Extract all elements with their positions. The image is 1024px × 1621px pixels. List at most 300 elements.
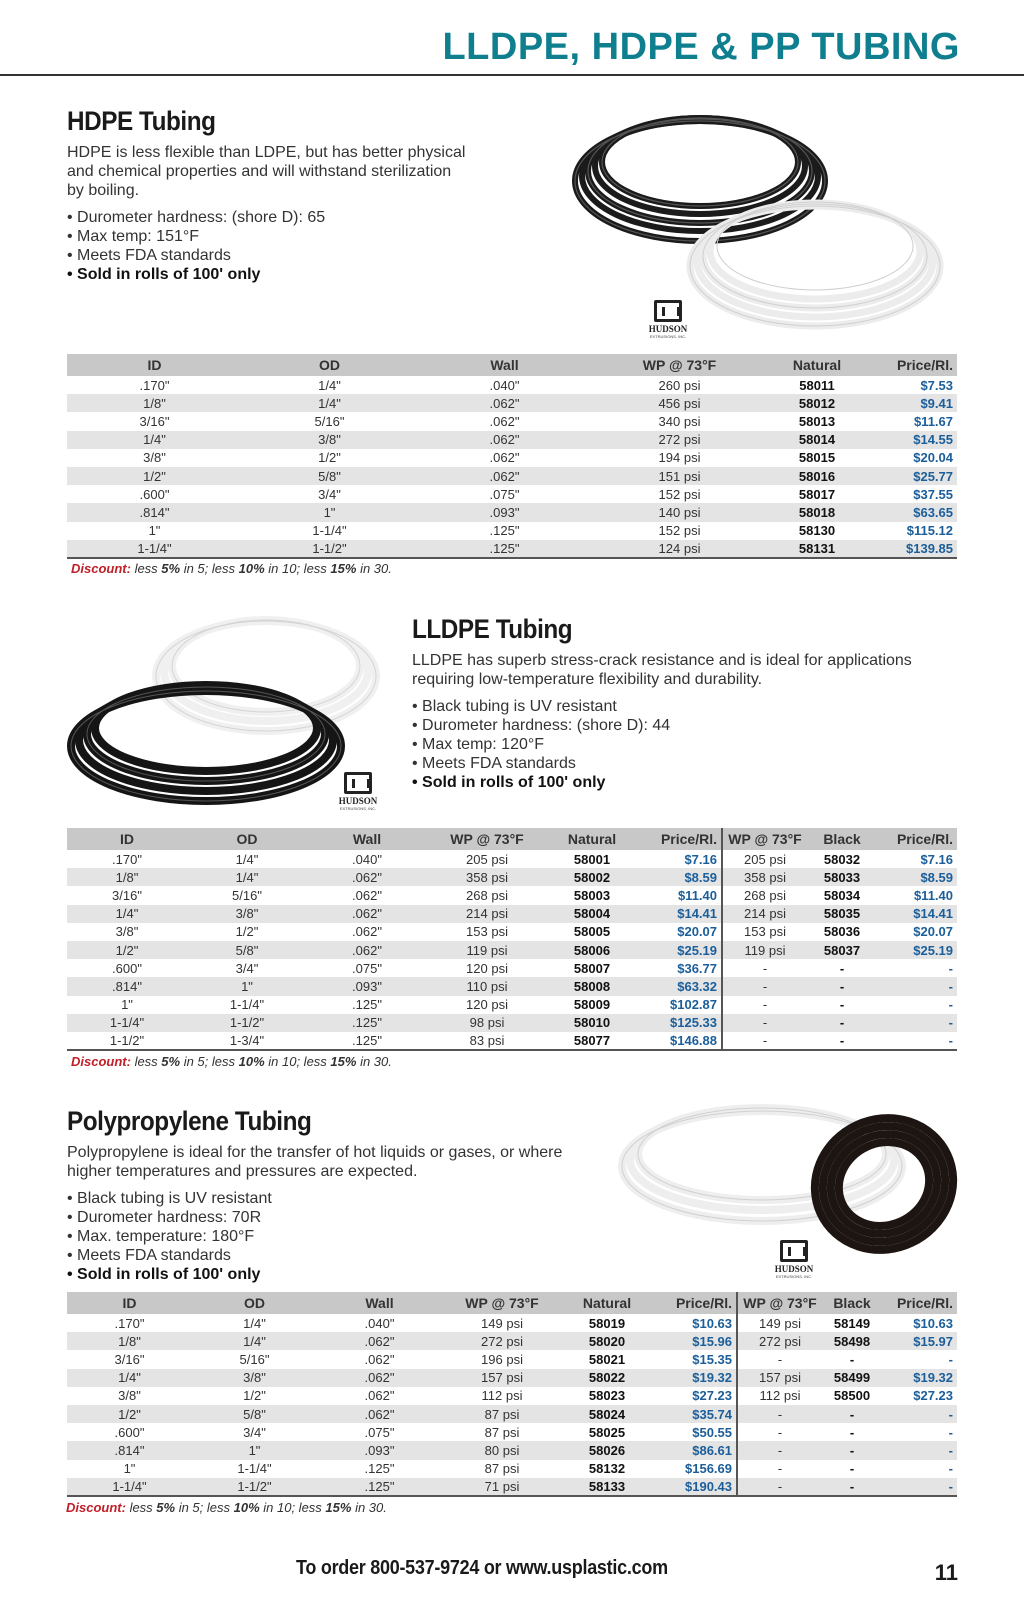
table-cell: $115.12: [906, 523, 953, 539]
table-cell: $156.69: [685, 1461, 732, 1477]
column-header: Natural: [562, 1292, 652, 1314]
logo-sub: EXTRUSIONS, INC.: [649, 334, 687, 339]
table-cell: 58019: [588, 1315, 626, 1331]
table-cell: 98 psi: [427, 1014, 547, 1032]
table-cell: 1": [192, 1441, 317, 1459]
table-row: [67, 1332, 957, 1350]
table-cell: 58004: [547, 905, 637, 923]
table-row: [67, 1478, 957, 1496]
table-cell: $146.88: [637, 1032, 722, 1050]
order-info: To order 800-537-9724 or www.usplastic.com: [296, 1557, 668, 1579]
table-cell: -: [737, 1350, 822, 1368]
table-cell: .062": [317, 1369, 442, 1387]
logo-sub: EXTRUSIONS, INC.: [339, 806, 377, 811]
hudson-logo: [330, 772, 386, 812]
table-cell: 110 psi: [427, 977, 547, 995]
table-cell: $7.16: [920, 851, 953, 867]
table-header-row: [67, 354, 957, 376]
table-cell: 140 psi: [592, 503, 767, 521]
discount-percent: 5%: [161, 1054, 181, 1069]
table-cell: 3/8": [242, 431, 417, 449]
table-cell: .062": [352, 924, 382, 940]
table-cell: 58132: [588, 1461, 626, 1477]
column-header: WP @ 73°F: [737, 1292, 822, 1314]
table-cell: -: [722, 1032, 807, 1050]
table-cell: $10.63: [692, 1315, 732, 1331]
table-cell: -: [722, 1014, 807, 1032]
table-cell: 58037: [807, 941, 877, 959]
table-cell: 1/4": [67, 905, 187, 923]
table-cell: 58001: [573, 851, 611, 867]
table-cell: $37.55: [913, 486, 953, 502]
table-row: [67, 394, 957, 412]
table-cell: .062": [317, 1405, 442, 1423]
table-cell: .040": [352, 851, 382, 867]
table-cell: $20.07: [913, 924, 953, 940]
hdpe-discount: [71, 561, 392, 576]
table-cell: 157 psi: [442, 1369, 562, 1387]
table-cell: 5/16": [232, 887, 262, 903]
table-cell: .040": [364, 1315, 395, 1331]
table-cell: 268 psi: [722, 886, 807, 904]
table-cell: 119 psi: [427, 941, 547, 959]
table-cell: 5/8": [187, 941, 307, 959]
hdpe-table: [67, 354, 957, 559]
pp-bullet: • Max. temperature: 180°F: [67, 1227, 587, 1246]
table-cell: 260 psi: [658, 377, 701, 393]
table-cell: -: [839, 997, 845, 1013]
table-cell: 80 psi: [442, 1441, 562, 1459]
column-header: Price/Rl.: [652, 1292, 737, 1314]
table-cell: 1-1/2": [242, 540, 417, 558]
table-cell: 58130: [798, 523, 836, 539]
table-cell: 71 psi: [442, 1478, 562, 1496]
table-cell: 119 psi: [722, 941, 807, 959]
table-cell: 151 psi: [592, 467, 767, 485]
table-cell: -: [737, 1423, 822, 1441]
table-cell: -: [822, 1441, 882, 1459]
table-cell: 3/8": [192, 1369, 317, 1387]
discount-percent: 15%: [325, 1500, 352, 1515]
table-cell: $25.19: [637, 941, 722, 959]
table-cell: -: [737, 1478, 822, 1496]
discount-text: in 10; less: [264, 561, 331, 576]
table-cell: 112 psi: [737, 1387, 822, 1405]
table-cell: $11.40: [913, 887, 953, 903]
hdpe-title: HDPE Tubing: [67, 106, 216, 136]
table-row: [67, 996, 957, 1014]
logo-name: HUDSON: [648, 324, 688, 334]
hudson-mark-icon: [344, 772, 372, 794]
table-row: [67, 923, 957, 941]
pp-title: Polypropylene Tubing: [67, 1106, 312, 1136]
table-cell: -: [839, 960, 845, 976]
table-cell: 58015: [798, 450, 836, 466]
table-cell: 58025: [588, 1424, 626, 1440]
discount-percent: 10%: [238, 1054, 265, 1069]
table-cell: 1-1/4": [237, 1461, 272, 1477]
table-cell: 58032: [823, 851, 861, 867]
table-cell: $63.65: [867, 503, 957, 521]
pp-bullet: • Meets FDA standards: [67, 1246, 587, 1265]
column-header: ID: [67, 354, 242, 376]
table-cell: 58012: [767, 394, 867, 412]
table-cell: .170": [114, 1315, 145, 1331]
table-cell: -: [849, 1461, 855, 1477]
table-cell: $25.19: [877, 941, 957, 959]
discount-percent: 5%: [161, 561, 181, 576]
column-header: Price/Rl.: [637, 828, 722, 850]
table-cell: 268 psi: [466, 887, 508, 903]
table-cell: .062": [364, 1351, 395, 1367]
pp-discount: [66, 1500, 387, 1515]
page-header: [0, 0, 1024, 76]
table-row: [67, 412, 957, 430]
table-cell: 3/8": [187, 905, 307, 923]
table-cell: $63.32: [637, 977, 722, 995]
table-cell: 1": [187, 977, 307, 995]
table-cell: 120 psi: [466, 997, 508, 1013]
table-cell: -: [877, 1032, 957, 1050]
table-cell: 272 psi: [737, 1332, 822, 1350]
table-cell: 340 psi: [658, 413, 701, 429]
column-header: Price/Rl.: [882, 1292, 957, 1314]
table-cell: 58024: [562, 1405, 652, 1423]
table-cell: $15.35: [692, 1351, 732, 1367]
logo-name: HUDSON: [338, 796, 378, 806]
table-cell: .062": [307, 941, 427, 959]
table-cell: $8.59: [877, 868, 957, 886]
table-cell: $14.55: [867, 431, 957, 449]
discount-text: in 5; less: [175, 1500, 234, 1515]
table-cell: -: [948, 960, 953, 976]
table-cell: 58149: [833, 1315, 871, 1331]
table-cell: 1/2": [67, 467, 242, 485]
lldpe-bullets: [412, 697, 972, 792]
table-cell: 5/8": [242, 467, 417, 485]
pp-description: Polypropylene is ideal for the transfer of hot liquids or gases, or where higher temperatures and pressures are expected.: [67, 1144, 563, 1180]
table-cell: 87 psi: [484, 1461, 520, 1477]
table-cell: 205 psi: [466, 851, 508, 867]
table-cell: 1-1/4": [229, 997, 265, 1013]
pp-bullet: • Black tubing is UV resistant: [67, 1189, 587, 1208]
hdpe-description: HDPE is less flexible than LDPE, but has better physical and chemical properties and will withstand sterilization by boiling.: [67, 144, 466, 199]
table-cell: -: [807, 977, 877, 995]
hdpe-section: [67, 106, 467, 284]
table-cell: .062": [307, 868, 427, 886]
table-cell: 87 psi: [484, 1424, 520, 1440]
table-row: [67, 868, 957, 886]
lldpe-bullet: • Black tubing is UV resistant: [412, 697, 972, 716]
table-cell: .093": [317, 1441, 442, 1459]
lldpe-bullet: • Sold in rolls of 100' only: [412, 773, 972, 792]
table-cell: -: [948, 1461, 953, 1477]
table-cell: -: [948, 1424, 953, 1440]
table-cell: 157 psi: [737, 1369, 822, 1387]
table-cell: 5/16": [314, 413, 345, 429]
table-cell: .600": [139, 486, 170, 502]
table-cell: 1-1/4": [67, 1478, 192, 1496]
table-cell: -: [849, 1351, 855, 1367]
hdpe-bullet: • Sold in rolls of 100' only: [67, 265, 467, 284]
table-cell: 1-1/4": [312, 523, 347, 539]
table-cell: 1/4": [235, 851, 259, 867]
table-cell: 272 psi: [442, 1332, 562, 1350]
hdpe-bullet: • Max temp: 151°F: [67, 227, 467, 246]
table-cell: -: [722, 977, 807, 995]
table-row: [67, 1350, 957, 1368]
table-cell: 58133: [562, 1478, 652, 1496]
page-title: LLDPE, HDPE & PP TUBING: [442, 26, 960, 68]
table-cell: $7.16: [684, 851, 717, 867]
table-cell: 1": [148, 523, 161, 539]
table-cell: $27.23: [692, 1388, 732, 1404]
pp-bullet: • Sold in rolls of 100' only: [67, 1265, 587, 1284]
table-cell: 58009: [573, 997, 611, 1013]
table-cell: -: [807, 1014, 877, 1032]
discount-text: in 10; less: [264, 1054, 331, 1069]
hudson-mark-icon: [780, 1240, 808, 1262]
column-header: OD: [242, 354, 417, 376]
table-cell: 58036: [823, 924, 861, 940]
table-cell: -: [882, 1478, 957, 1496]
table-cell: $27.23: [913, 1388, 953, 1404]
table-cell: 152 psi: [658, 523, 701, 539]
discount-label: Discount:: [66, 1500, 126, 1515]
table-cell: 1": [242, 503, 417, 521]
table-cell: -: [877, 1014, 957, 1032]
table-cell: 1/8": [67, 394, 242, 412]
table-cell: 58005: [573, 924, 611, 940]
table-cell: 58002: [547, 868, 637, 886]
table-cell: 205 psi: [722, 850, 807, 868]
table-row: [67, 959, 957, 977]
table-cell: .062": [489, 413, 520, 429]
table-row: [67, 1423, 957, 1441]
lldpe-section: [412, 614, 972, 792]
column-header: ID: [67, 828, 187, 850]
table-cell: 214 psi: [722, 905, 807, 923]
table-cell: 5/16": [239, 1351, 270, 1367]
table-cell: $102.87: [670, 997, 717, 1013]
table-cell: 1/2": [243, 1388, 266, 1404]
discount-text: less: [125, 1500, 157, 1515]
table-row: [67, 449, 957, 467]
table-cell: 272 psi: [592, 431, 767, 449]
table-cell: 58020: [562, 1332, 652, 1350]
table-cell: $19.32: [652, 1369, 737, 1387]
table-cell: -: [722, 959, 807, 977]
table-cell: 1-1/4": [67, 540, 242, 558]
table-cell: 58131: [767, 540, 867, 558]
table-cell: .075": [489, 486, 520, 502]
table-cell: 1/2": [235, 924, 259, 940]
table-cell: $190.43: [652, 1478, 737, 1496]
logo-sub: EXTRUSIONS, INC.: [775, 1274, 813, 1279]
table-cell: .125": [417, 540, 592, 558]
table-cell: 1-1/4": [67, 1014, 187, 1032]
table-cell: -: [882, 1405, 957, 1423]
column-header: ID: [67, 1292, 192, 1314]
discount-text: in 30.: [351, 1500, 387, 1515]
table-cell: .093": [307, 977, 427, 995]
table-cell: 149 psi: [481, 1315, 523, 1331]
table-cell: .814": [67, 503, 242, 521]
column-header: Black: [807, 828, 877, 850]
discount-text: in 30.: [356, 561, 392, 576]
table-row: [67, 1441, 957, 1459]
table-header-row: [67, 1292, 957, 1314]
column-header: Wall: [417, 354, 592, 376]
column-header: OD: [192, 1292, 317, 1314]
table-cell: .600": [114, 1424, 145, 1440]
table-cell: $25.77: [867, 467, 957, 485]
table-cell: 58008: [547, 977, 637, 995]
table-cell: -: [882, 1441, 957, 1459]
hdpe-bullet: • Meets FDA standards: [67, 246, 467, 265]
table-cell: 58077: [547, 1032, 637, 1050]
table-cell: .062": [489, 450, 520, 466]
table-cell: -: [822, 1405, 882, 1423]
table-cell: 358 psi: [722, 868, 807, 886]
table-cell: 194 psi: [658, 450, 701, 466]
table-cell: 58018: [767, 503, 867, 521]
table-cell: 58499: [822, 1369, 882, 1387]
table-cell: 120 psi: [466, 960, 508, 976]
table-row: [67, 1460, 957, 1478]
table-row: [67, 376, 957, 394]
table-cell: 1/2": [67, 1405, 192, 1423]
column-header: Price/Rl.: [867, 354, 957, 376]
table-cell: 83 psi: [427, 1032, 547, 1050]
table-cell: $50.55: [692, 1424, 732, 1440]
discount-percent: 5%: [156, 1500, 176, 1515]
table-row: [67, 1014, 957, 1032]
pp-bullet: • Durometer hardness: 70R: [67, 1208, 587, 1227]
table-cell: 58022: [562, 1369, 652, 1387]
table-cell: 152 psi: [658, 486, 701, 502]
table-cell: -: [822, 1478, 882, 1496]
table-cell: 1": [123, 1461, 136, 1477]
discount-label: Discount:: [71, 1054, 131, 1069]
table-row: [67, 540, 957, 558]
hudson-mark-icon: [654, 300, 682, 322]
table-cell: 1-3/4": [187, 1032, 307, 1050]
table-cell: .062": [317, 1332, 442, 1350]
table-cell: 58035: [807, 905, 877, 923]
table-cell: 1/4": [187, 868, 307, 886]
column-header: WP @ 73°F: [592, 354, 767, 376]
table-cell: -: [948, 997, 953, 1013]
table-cell: 58010: [547, 1014, 637, 1032]
table-cell: 58014: [767, 431, 867, 449]
table-row: [67, 503, 957, 521]
column-header: Wall: [307, 828, 427, 850]
table-cell: 153 psi: [466, 924, 508, 940]
table-cell: 358 psi: [427, 868, 547, 886]
table-row: [67, 522, 957, 540]
table-cell: 153 psi: [722, 923, 807, 941]
table-cell: $8.59: [637, 868, 722, 886]
column-header: WP @ 73°F: [427, 828, 547, 850]
table-header-row: [67, 828, 957, 850]
table-cell: 3/8": [143, 450, 166, 466]
table-cell: 1-1/2": [192, 1478, 317, 1496]
table-cell: 3/4": [235, 960, 259, 976]
table-cell: $20.07: [677, 924, 717, 940]
table-cell: 1-1/2": [187, 1014, 307, 1032]
table-cell: $86.61: [652, 1441, 737, 1459]
pp-section: [67, 1106, 587, 1284]
discount-text: in 10; less: [259, 1500, 326, 1515]
table-cell: .062": [352, 887, 382, 903]
table-cell: 58013: [798, 413, 836, 429]
logo-name: HUDSON: [774, 1264, 814, 1274]
table-cell: 58034: [823, 887, 861, 903]
table-row: [67, 467, 957, 485]
table-cell: 3/16": [139, 413, 170, 429]
table-cell: 1/4": [318, 377, 341, 393]
table-cell: $20.04: [913, 450, 953, 466]
table-cell: $15.97: [882, 1332, 957, 1350]
table-cell: 1/4": [67, 1369, 192, 1387]
hdpe-bullet: • Durometer hardness: (shore D): 65: [67, 208, 467, 227]
table-cell: 1/8": [67, 868, 187, 886]
column-header: Wall: [317, 1292, 442, 1314]
table-cell: 58007: [573, 960, 611, 976]
table-row: [67, 431, 957, 449]
table-cell: $7.53: [920, 377, 953, 393]
table-cell: .062": [364, 1388, 395, 1404]
table-cell: .170": [112, 851, 142, 867]
table-row: [67, 485, 957, 503]
table-cell: $11.40: [677, 887, 717, 903]
table-cell: -: [722, 996, 807, 1014]
table-cell: 1/4": [243, 1315, 266, 1331]
column-header: Natural: [547, 828, 637, 850]
table-cell: -: [948, 1351, 953, 1367]
table-cell: 58011: [799, 377, 835, 393]
table-cell: $36.77: [677, 960, 717, 976]
table-cell: .600": [112, 960, 142, 976]
table-cell: 3/16": [112, 887, 142, 903]
table-cell: $9.41: [867, 394, 957, 412]
table-cell: .062": [417, 431, 592, 449]
table-cell: .125": [364, 1461, 395, 1477]
table-cell: $11.67: [913, 413, 953, 429]
table-cell: 58021: [588, 1351, 626, 1367]
table-cell: .170": [139, 377, 170, 393]
table-cell: .062": [307, 905, 427, 923]
table-cell: 58003: [573, 887, 611, 903]
table-cell: 58017: [798, 486, 836, 502]
table-cell: .125": [307, 1014, 427, 1032]
discount-text: in 5; less: [180, 1054, 239, 1069]
table-cell: .125": [352, 997, 382, 1013]
table-cell: .814": [67, 1441, 192, 1459]
lldpe-bullet: • Max temp: 120°F: [412, 735, 972, 754]
table-cell: 58016: [767, 467, 867, 485]
table-cell: 58023: [588, 1388, 626, 1404]
table-cell: 3/16": [114, 1351, 145, 1367]
hudson-logo: [640, 300, 696, 340]
table-cell: -: [737, 1460, 822, 1478]
table-cell: $14.41: [637, 905, 722, 923]
lldpe-description: LLDPE has superb stress-crack resistance and is ideal for applications requiring low-temperature flexibility and durability.: [412, 652, 912, 688]
table-cell: .062": [417, 467, 592, 485]
table-cell: 3/8": [115, 924, 139, 940]
table-cell: 196 psi: [481, 1351, 523, 1367]
